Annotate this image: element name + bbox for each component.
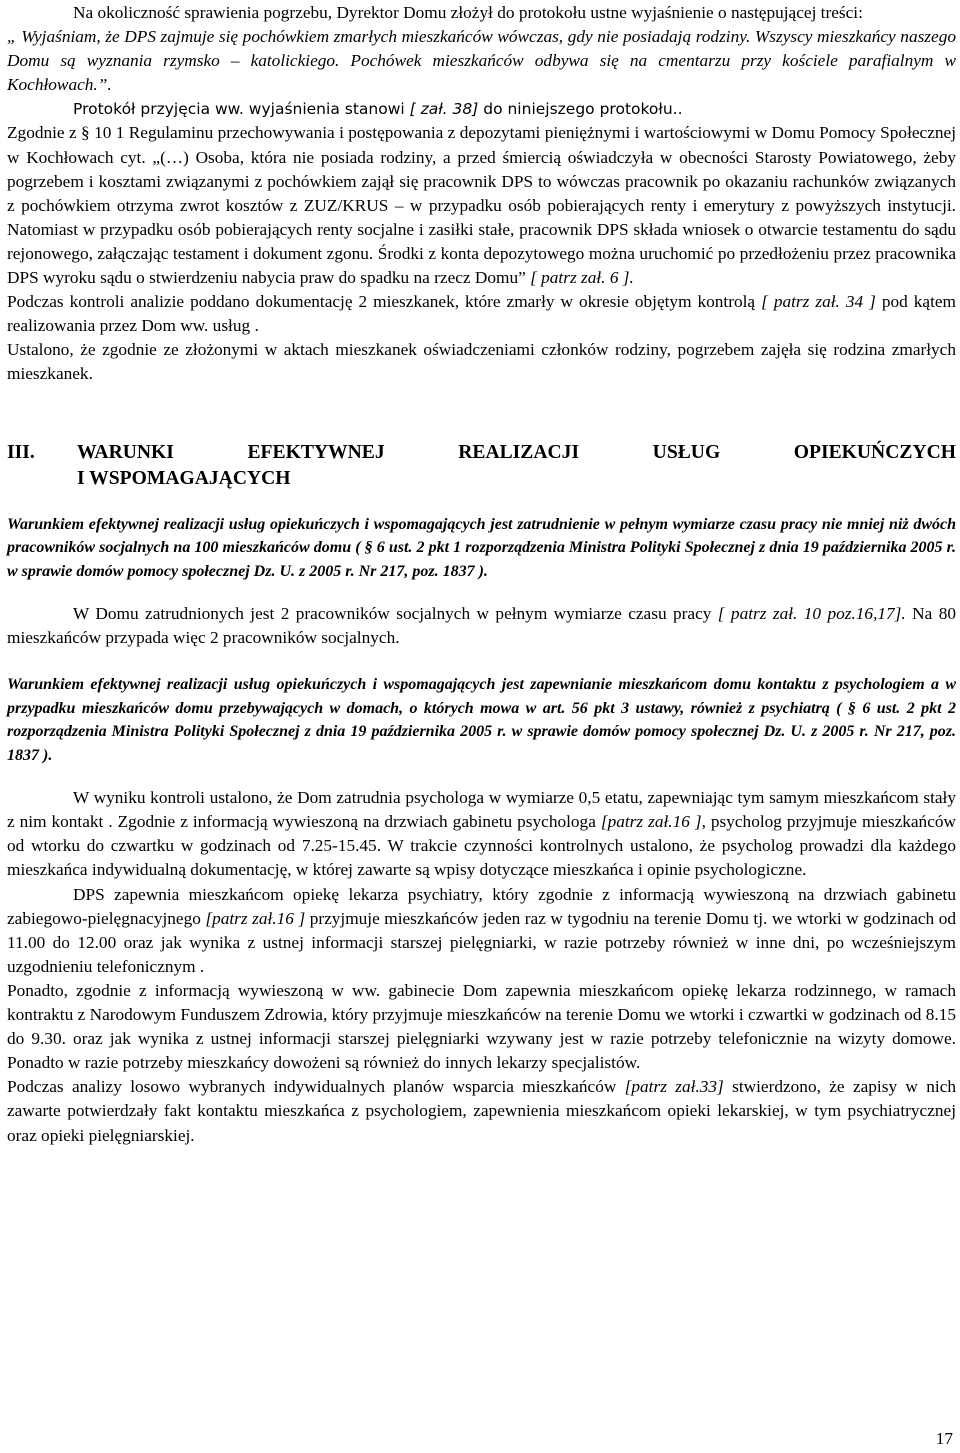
paragraph-regulation-citation <box>7 121 956 290</box>
attachment-reference: [patrz zał.16 ] <box>600 812 702 832</box>
finding-family-doctor: Ponadto, zgodnie z informacją wywieszoną w ww. gabinecie Dom zapewnia mieszkańcom opiekę lekarza rodzinnego, w ramach kontraktu z Narodowym Funduszem Zdrowia, który przyjmuje mieszkańców na terenie Domu we wtorki i czwartki w godzinach od 8.15 do 9.30. oraz jak wynika z ustnej informacji starszej pielęgniarki wzywany jest w razie potrzeby telefonicznie na wizyty domowe. Ponadto w razie potrzeby mieszkańcy dowożeni są również do innych lekarzy specjalistów. <box>7 980 956 1073</box>
paragraph-text-end: pod kątem realizowania przez Dom ww. usług . <box>7 292 956 336</box>
requirement-social-workers: Warunkiem efektywnej realizacji usług opiekuńczych i wspomagających jest zatrudnienie w pełnym wymiarze czasu pracy nie mniej niż dwóch pracowników socjalnych na 100 mieszkańców domu ( § 6 ust. 2 pkt 1 rozporządzenia Ministra Polityki Społecznej z dnia 19 października 2005 r. w sprawie domów pomocy społecznej Dz. U. z 2005 r. Nr 217, poz. 1837 ). <box>7 515 956 580</box>
paragraph-text: W wyniku kontroli ustalono, że Dom zatrudnia psychologa w wymiarze 0,5 etatu, zapewniając tym samym mieszkańcom stały z nim kontakt . Zgodnie z informacją wywieszoną na drzwiach gabinetu psychologa <box>7 788 956 832</box>
document-page <box>7 0 956 1148</box>
attachment-reference: [ zał. 38] <box>409 100 479 119</box>
paragraph-documentation-review <box>7 290 956 338</box>
attachment-reference: [ patrz zał. 10 poz.16,17]. <box>717 604 906 623</box>
section-heading-continuation <box>7 466 956 492</box>
attachment-reference: [ patrz zał. 34 ] <box>761 292 876 312</box>
title-word: OPIEKUŃCZYCH <box>793 441 956 463</box>
attachment-reference: [patrz zał.33] <box>624 1077 724 1097</box>
paragraph-text: Podczas kontroli analizie poddano dokumentację 2 mieszkanek, które zmarły w okresie objętym kontrolą <box>7 292 762 312</box>
protocol-note-end: do niniejszego protokołu.. <box>478 100 683 119</box>
paragraph-text: DPS zapewnia mieszkańcom opiekę lekarza psychiatry, który zgodnie z informacją wywieszoną na drzwiach gabinetu zabiegowo-pielęgnacyjnego <box>7 884 956 928</box>
paragraph-text-end: , psycholog przyjmuje mieszkańców od wtorku do czwartku w godzinach od 7.25-15.45. W trakcie czynności kontrolnych ustalono, że psycholog prowadzi dla każdego mieszkańca indywidualną dokumentację, w której zawarte są wpisy dotyczące mieszkańca i opinie psychologiczne. <box>7 812 956 880</box>
finding-social-workers <box>7 602 956 650</box>
finding-support-plans <box>7 1075 956 1147</box>
paragraph-family-funeral: Ustalono, że zgodnie ze złożonymi w aktach mieszkanek oświadczeniami członków rodziny, pogrzebem zajęła się rodzina zmarłych mieszkanek. <box>7 340 956 384</box>
section-number: III. <box>7 441 35 463</box>
attachment-reference: [ patrz zał. 6 ]. <box>530 268 634 288</box>
finding-psychologist <box>7 786 956 882</box>
section-title-line-2: I WSPOMAGAJĄCYCH <box>77 467 291 489</box>
paragraph-text: Podczas analizy losowo wybranych indywidualnych planów wsparcia mieszkańców <box>7 1077 625 1097</box>
paragraph-text-end: przyjmuje mieszkańców jeden raz w tygodniu na terenie Domu tj. we wtorki w godzinach od 11.00 do 12.00 oraz jak wynika z ustnej informacji starszej pielęgniarki, w razie potrzeby również w inne dni, po wcześniejszym uzgodnieniu telefonicznym . <box>7 908 956 976</box>
attachment-reference: [patrz zał.16 ] <box>205 908 306 928</box>
title-word: EFEKTYWNEJ <box>247 441 385 463</box>
quoted-statement: „ Wyjaśniam, że DPS zajmuje się pochówkiem zmarłych mieszkańców wówczas, gdy nie posiadają rodziny. Wszyscy mieszkańcy naszego Domu są wyznania rzymsko – katolickiego. Pochówek mieszkańców odbywa się na cmentarzu przy kościele parafialnym w Kochłowach.”. <box>7 27 956 95</box>
paragraph-text-end: Na 80 mieszkańców przypada więc 2 pracowników socjalnych. <box>7 604 956 648</box>
title-word: USŁUG <box>652 441 721 463</box>
paragraph-funeral-explanation <box>7 1 956 121</box>
paragraph-text-end: stwierdzono, że zapisy w nich zawarte potwierdzały fakt kontaktu mieszkańca z psychologiem, zapewnienia mieszkańcom opieki lekarskiej, w tym psychiatrycznej oraz opieki pielęgniarskiej. <box>7 1077 957 1145</box>
title-word: REALIZACJI <box>458 441 580 463</box>
section-heading <box>7 440 956 466</box>
requirement-psychologist: Warunkiem efektywnej realizacji usług opiekuńczych i wspomagających jest zapewnianie mieszkańcom domu kontaktu z psychologiem a w przypadku mieszkańców domu przebywających w domach, o których mowa w art. 56 pkt 3 ustawy, również z psychiatrą ( § 6 ust. 2 pkt 2 rozporządzenia Ministra Polityki Społecznej z dnia 19 października 2005 r. w sprawie domów pomocy społecznej Dz. U. z 2005 r. Nr 217, poz. 1837 ). <box>7 676 956 764</box>
paragraph-text: Zgodnie z § 10 1 Regulaminu przechowywania i postępowania z depozytami pieniężnymi i wartościowymi w Domu Pomocy Społecznej w Kochłowach cyt. „(…) Osoba, która nie posiada rodziny, a przed śmiercią oświadczyła w obecności Starosty Powiatowego, żeby pogrzebem i kosztami związanymi z pochówkiem zajął się pracownik DPS to wówczas pracownik po okazaniu rachunków związanych z pochówkiem otrzyma zwrot kosztów z ZUZ/KRUS – w przypadku osób pobierających renty i emerytury z powyższych instytucji. Natomiast w przypadku osób pobierających renty socjalne i zasiłki stałe, pracownik DPS składa wniosek o otwarcie testamentu do sądu rejonowego, załączając testament i dokument zgonu. Środki z konta depozytowego można uruchomić po przedłożeniu przez pracownika DPS wyroku sądu o stwierdzeniu nabycia praw do spadku na rzecz Domu” <box>7 123 956 288</box>
title-word: WARUNKI <box>77 441 174 463</box>
protocol-note <box>73 100 683 118</box>
finding-psychiatrist <box>7 883 956 979</box>
paragraph-text: Na okoliczność sprawienia pogrzebu, Dyrektor Domu złożył do protokołu ustne wyjaśnienie o następującej treści: <box>73 3 863 22</box>
page-number: 17 <box>935 1429 953 1448</box>
section-title-line-1 <box>77 440 956 466</box>
section-title <box>77 440 956 466</box>
protocol-note-text: Protokół przyjęcia ww. wyjaśnienia stanowi <box>73 100 410 119</box>
paragraph-text: W Domu zatrudnionych jest 2 pracowników socjalnych w pełnym wymiarze czasu pracy <box>73 604 718 623</box>
